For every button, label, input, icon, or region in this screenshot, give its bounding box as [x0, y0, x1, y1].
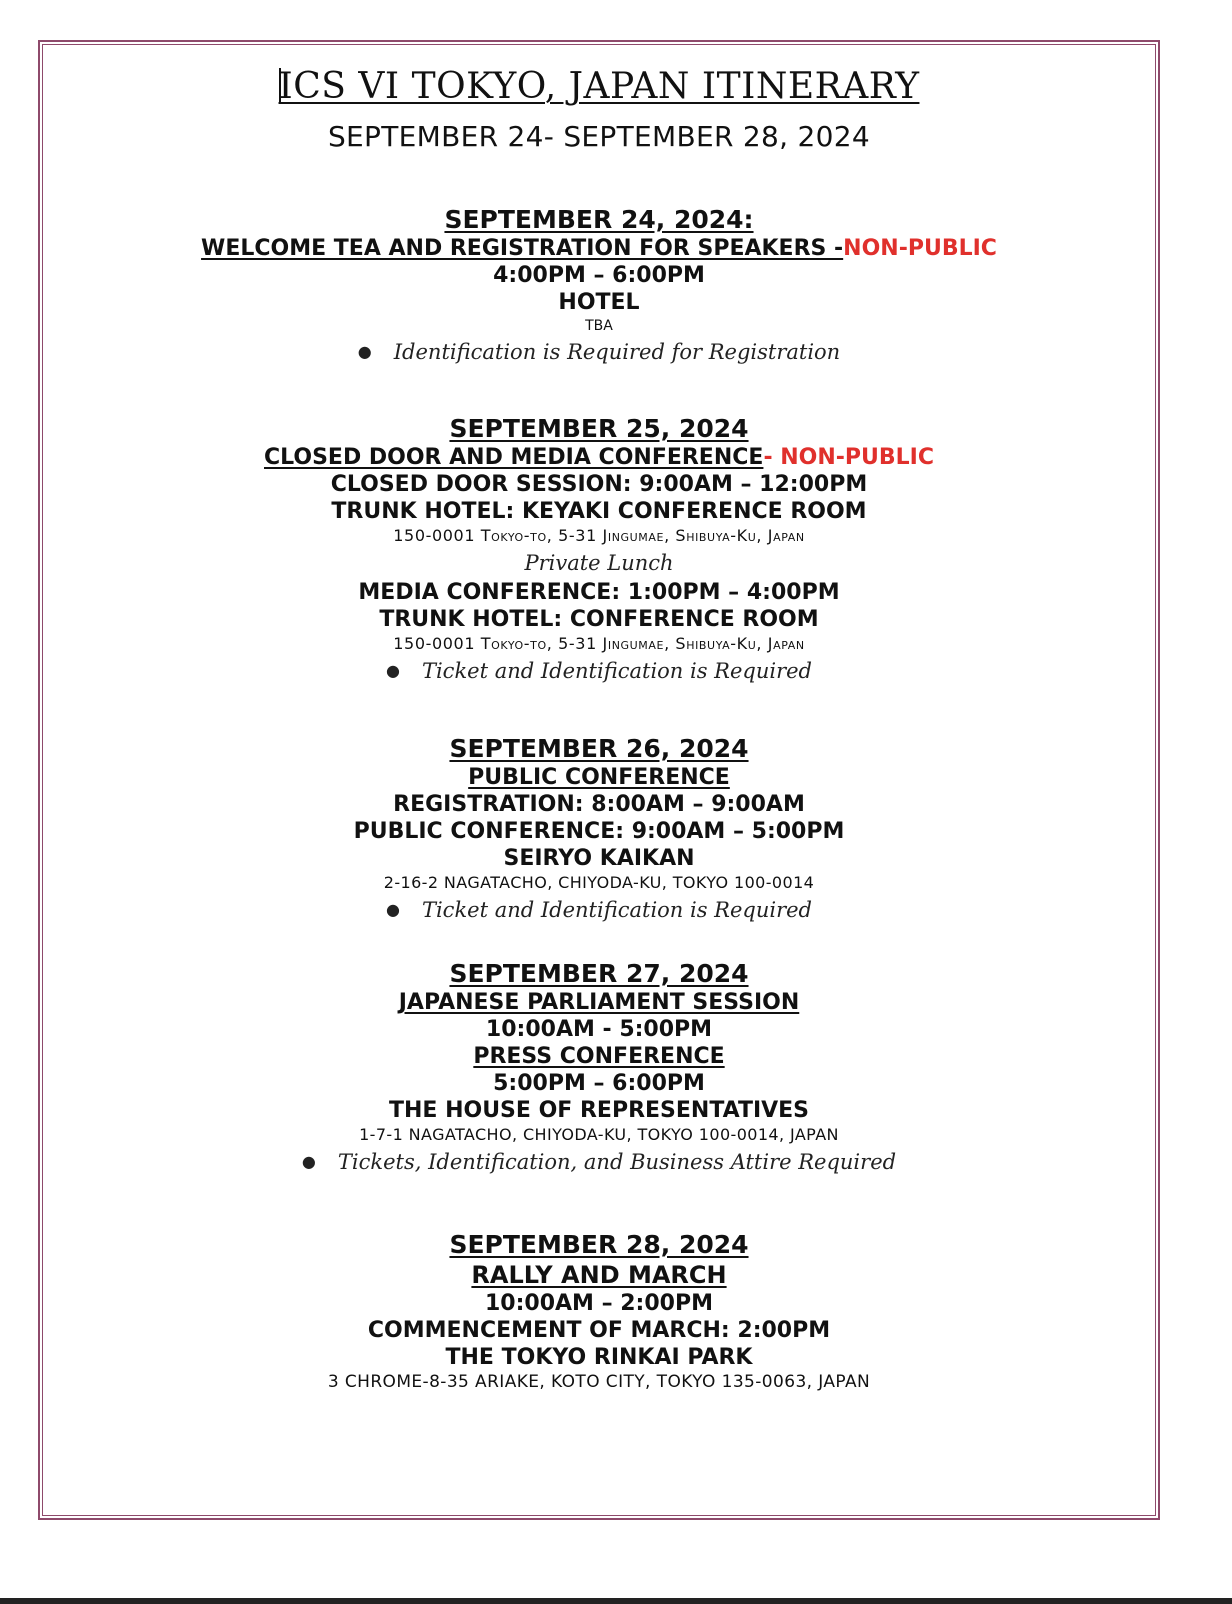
- requirement-text: Ticket and Identification is Required: [421, 659, 813, 683]
- event-time-press: 5:00PM – 6:00PM: [493, 1071, 705, 1096]
- requirement-text: Ticket and Identification is Required: [421, 898, 813, 922]
- day-section-sep-26: [48, 734, 1150, 926]
- venue-address: 1-7-1 NAGATACHO, CHIYODA-KU, TOKYO 100-0014, JAPAN: [359, 1125, 839, 1144]
- requirement-note: [48, 1146, 1150, 1178]
- registration-time: REGISTRATION: 8:00AM – 9:00AM: [393, 792, 805, 817]
- event-title-press: PRESS CONFERENCE: [473, 1044, 725, 1069]
- venue-address: 150-0001 Tokyo-to, 5-31 Jingumae, Shibuya-Ku, Japan: [393, 526, 805, 545]
- event-title: RALLY AND MARCH: [471, 1261, 727, 1289]
- session-venue: TRUNK HOTEL: KEYAKI CONFERENCE ROOM: [331, 499, 867, 524]
- requirement-note: [48, 894, 1150, 926]
- day-date: SEPTEMBER 27, 2024: [449, 959, 749, 988]
- bullet-icon: ●: [301, 1152, 316, 1171]
- event-venue: SEIRYO KAIKAN: [503, 846, 695, 871]
- event-title: [48, 235, 1150, 262]
- event-title: [48, 444, 1150, 471]
- event-time: 4:00PM – 6:00PM: [493, 263, 705, 288]
- non-public-tag: NON-PUBLIC: [843, 236, 997, 261]
- requirement-note: [48, 655, 1150, 687]
- event-venue: HOTEL: [558, 290, 640, 315]
- bullet-icon: ●: [357, 342, 372, 361]
- conference-time: PUBLIC CONFERENCE: 9:00AM – 5:00PM: [353, 819, 845, 844]
- bullet-icon: ●: [385, 661, 400, 680]
- event-title-text: CLOSED DOOR AND MEDIA CONFERENCE: [264, 445, 764, 470]
- day-section-sep-25: [48, 414, 1150, 687]
- venue-address: 2-16-2 NAGATACHO, CHIYODA-KU, TOKYO 100-0014: [383, 873, 815, 892]
- bullet-icon: ●: [385, 900, 400, 919]
- day-date: SEPTEMBER 25, 2024: [449, 414, 749, 443]
- title-text: ICS VI TOKYO, JAPAN ITINERARY: [278, 66, 920, 107]
- event-time: 10:00AM - 5:00PM: [485, 1017, 713, 1042]
- day-date: SEPTEMBER 24, 2024:: [444, 205, 754, 234]
- commencement-time: COMMENCEMENT OF MARCH: 2:00PM: [367, 1318, 831, 1343]
- day-date: SEPTEMBER 26, 2024: [449, 734, 749, 763]
- day-section-sep-28: [48, 1230, 1150, 1393]
- day-date: SEPTEMBER 28, 2024: [449, 1230, 749, 1259]
- requirement-text: Tickets, Identification, and Business Attire Required: [337, 1150, 897, 1174]
- requirement-note: [48, 336, 1150, 368]
- venue-address: TBA: [585, 318, 613, 334]
- event-title: PUBLIC CONFERENCE: [468, 765, 730, 790]
- page-bottom-edge: [0, 1598, 1232, 1604]
- session-time: MEDIA CONFERENCE: 1:00PM – 4:00PM: [358, 580, 840, 605]
- day-section-sep-24: [48, 205, 1150, 368]
- lunch-note: Private Lunch: [524, 551, 674, 575]
- venue-address: 3 CHROME-8-35 ARIAKE, KOTO CITY, TOKYO 135-0063, JAPAN: [327, 1372, 871, 1392]
- document-title[interactable]: [48, 66, 1150, 107]
- session-venue: TRUNK HOTEL: CONFERENCE ROOM: [379, 607, 819, 632]
- session-time: CLOSED DOOR SESSION: 9:00AM – 12:00PM: [330, 472, 868, 497]
- non-public-tag: - NON-PUBLIC: [763, 445, 934, 470]
- event-venue: THE TOKYO RINKAI PARK: [445, 1345, 753, 1370]
- event-title: JAPANESE PARLIAMENT SESSION: [398, 990, 800, 1015]
- day-section-sep-27: [48, 959, 1150, 1178]
- venue-address: 150-0001 Tokyo-to, 5-31 Jingumae, Shibuya-Ku, Japan: [393, 634, 805, 653]
- event-time: 10:00AM – 2:00PM: [484, 1291, 713, 1316]
- requirement-text: Identification is Required for Registration: [393, 340, 841, 364]
- event-title-text: WELCOME TEA AND REGISTRATION FOR SPEAKERS -: [201, 236, 844, 261]
- document-subtitle: SEPTEMBER 24- SEPTEMBER 28, 2024: [327, 120, 871, 153]
- event-venue: THE HOUSE OF REPRESENTATIVES: [388, 1098, 810, 1123]
